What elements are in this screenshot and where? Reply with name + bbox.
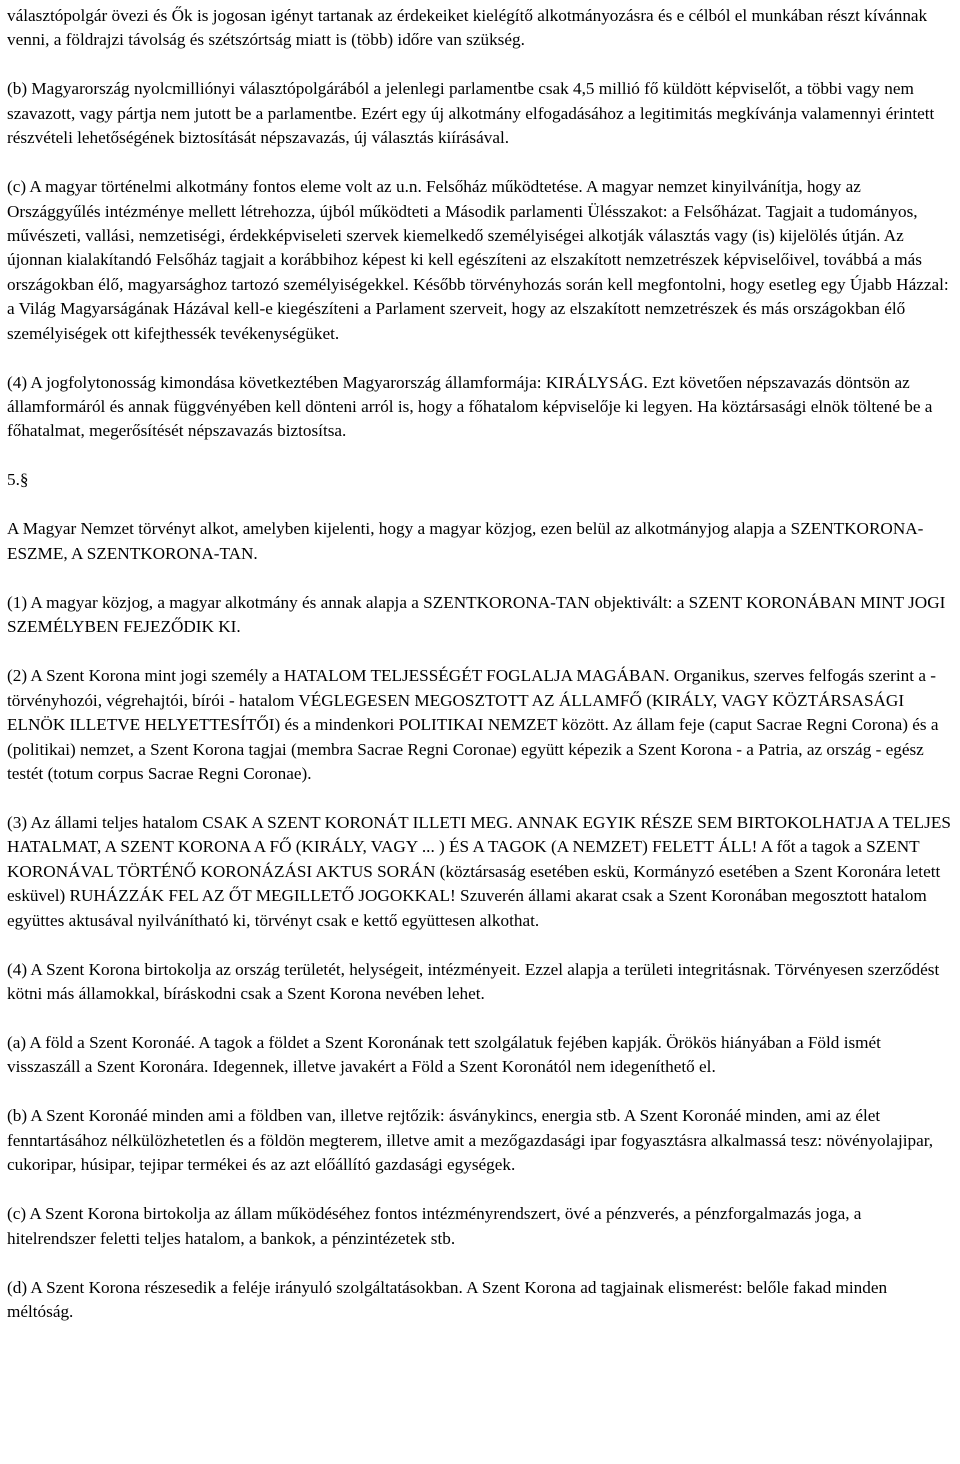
paragraph-holy-crown-doctrine: A Magyar Nemzet törvényt alkot, amelyben kijelenti, hogy a magyar közjog, ezen belül az alkotmányjog alapja a SZENTKORONA-ESZME, A SZENTKORONA-TAN. <box>7 519 924 563</box>
paragraph-b-resources: (b) A Szent Koronáé minden ami a földben van, illetve rejtőzik: ásványkincs, energia stb. A Szent Koronáé minden, ami az élet fenntartásához nélkülözhetetlen és a földön megterem, illetve amit a mezőgazdasági ipar fogyasztásra alkalmassá tesz: növényolajipar, cukoripar, húsipar, tejipar termékei és az azt előállító gazdasági egységek. <box>7 1106 934 1175</box>
paragraph-4-territory: (4) A Szent Korona birtokolja az ország területét, helységeit, intézményeit. Ezzel alapja a területi integritásnak. Törvényesen szerződést kötni más államokkal, bíráskodni csak a Szent Korona nevében lehet. <box>7 959 940 1003</box>
section-heading-5: 5.§ <box>7 470 29 490</box>
paragraph-3-state-power: (3) Az állami teljes hatalom CSAK A SZENT KORONÁT ILLETI MEG. ANNAK EGYIK RÉSZE SEM BIRTOKOLHATJA A TELJES HATALMAT, A SZENT KORONA A FŐ (KIRÁLY, VAGY ... ) ÉS A TAGOK (A NEMZET) FELETT ÁLL! A főt a tagok a SZENT KORONÁVAL TÖRTÉNŐ KORONÁZÁSI AKTUS SORÁN (köztársaság esetében eskü, Kormányzó esetében a Szent Koronára letett esküvel) RUHÁZZÁK FEL AZ ŐT MEGILLETŐ JOGOKKAL! Szuverén állami akarat csak a Szent Koronában megosztott hatalom együttes aktusával nyilvánítható ki, törvényt csak e kettő együttesen alkothat. <box>7 812 951 930</box>
paragraph-c-institutions: (c) A Szent Korona birtokolja az állam működéséhez fontos intézményrendszert, övé a pénzverés, a pénzforgalmazás joga, a hitelrendszer feletti teljes hatalom, a bankok, a pénzintézetek stb. <box>7 1204 862 1248</box>
paragraph-1-public-law: (1) A magyar közjog, a magyar alkotmány és annak alapja a SZENTKORONA-TAN objektivált: a SZENT KORONÁBAN MINT JOGI SZEMÉLYBEN FEJEZŐDIK KI. <box>7 592 946 637</box>
paragraph-c-upper-house: (c) A magyar történelmi alkotmány fontos eleme volt az u.n. Felsőház működtetése. A magyar nemzet kinyilvánítja, hogy az Országgyűlés intézménye mellett létrehozza, újból működteti a Második parlamenti Ülésszakot: a Felsőházat. Tagjait a tudományos, művészeti, vallási, nemzetiségi, érdekképviseleti szervek kiemelkedő személyiségei alkotják választás vagy (is) kijelölés útján. Az újonnan kialakítandó Felsőház tagjait a korábbihoz képest ki kell egészíteni az elszakított nemzetrészek képviselőivel, továbbá a más országokban élő, magyarsághoz tartozó személyiségekkel. Később törvényhozás során kell megfontolni, hogy esetleg egy Újabb Házzal: a Világ Magyarságának Házával kell-e kiegészíteni a Parlament szerveit, hogy az elszakított nemzetrészek és más országokban élő személyiségek ott kifejthessék tevékenységüket. <box>7 177 949 343</box>
paragraph-a-land: (a) A föld a Szent Koronáé. A tagok a földet a Szent Koronának tett szolgálatuk fejében kapják. Örökös hiányában a Föld ismét visszaszáll a Szent Koronára. Idegennek, illetve javakért a Föld a Szent Koronától nem idegeníthető el. <box>7 1032 881 1077</box>
document-page <box>7 4 953 1324</box>
paragraph-b-voters: (b) Magyarország nyolcmilliónyi választópolgárából a jelenlegi parlamentbe csak 4,5 millió fő küldött képviselőt, a többi vagy nem szavazott, vagy pártja nem jutott be a parlamentbe. Ezért egy új alkotmány elfogadásához a legitimitás megkívánja valamennyi érintett részvételi lehetőségének biztosítását népszavazás, új választás kiírásával. <box>7 79 935 148</box>
paragraph-intro-continuation: választópolgár övezi és Ők is jogosan igényt tartanak az érdekeiket kielégítő alkotmányozásra és e célból el munkában részt kívánnak venni, a földrajzi távolság és szétszórtság miatt is (több) időre van szükség. <box>7 6 928 50</box>
paragraph-2-legal-person: (2) A Szent Korona mint jogi személy a HATALOM TELJESSÉGÉT FOGLALJA MAGÁBAN. Organikus, szerves felfogás szerint a - törvényhozói, végrehajtói, bírói - hatalom VÉGLEGESEN MEGOSZTOTT AZ ÁLLAMFŐ (KIRÁLY, VAGY KÖZTÁRSASÁGI ELNÖK ILLETVE HELYETTESÍTŐI) és a mindenkori POLITIKAI NEMZET között. Az állam feje (caput Sacrae Regni Corona) és a (politikai) nemzet, a Szent Korona tagjai (membra Sacrae Regni Coronae) együtt képezik a Szent Korona - a Patria, az ország - egész testét (totum corpus Sacrae Regni Coronae). <box>7 666 939 783</box>
paragraph-d-services: (d) A Szent Korona részesedik a feléje irányuló szolgáltatásokban. A Szent Korona ad tagjainak elismerést: belőle fakad minden méltóság. <box>7 1277 888 1321</box>
paragraph-4-kingdom: (4) A jogfolytonosság kimondása következtében Magyarország államformája: KIRÁLYSÁG. Ezt követően népszavazás döntsön az államformáról és annak függvényében kell dönteni arról is, hogy a főhatalom képviselője ki legyen. Ha köztársasági elnök töltené be a főhatalmat, megerősítését népszavazás biztosítsa. <box>7 372 933 441</box>
